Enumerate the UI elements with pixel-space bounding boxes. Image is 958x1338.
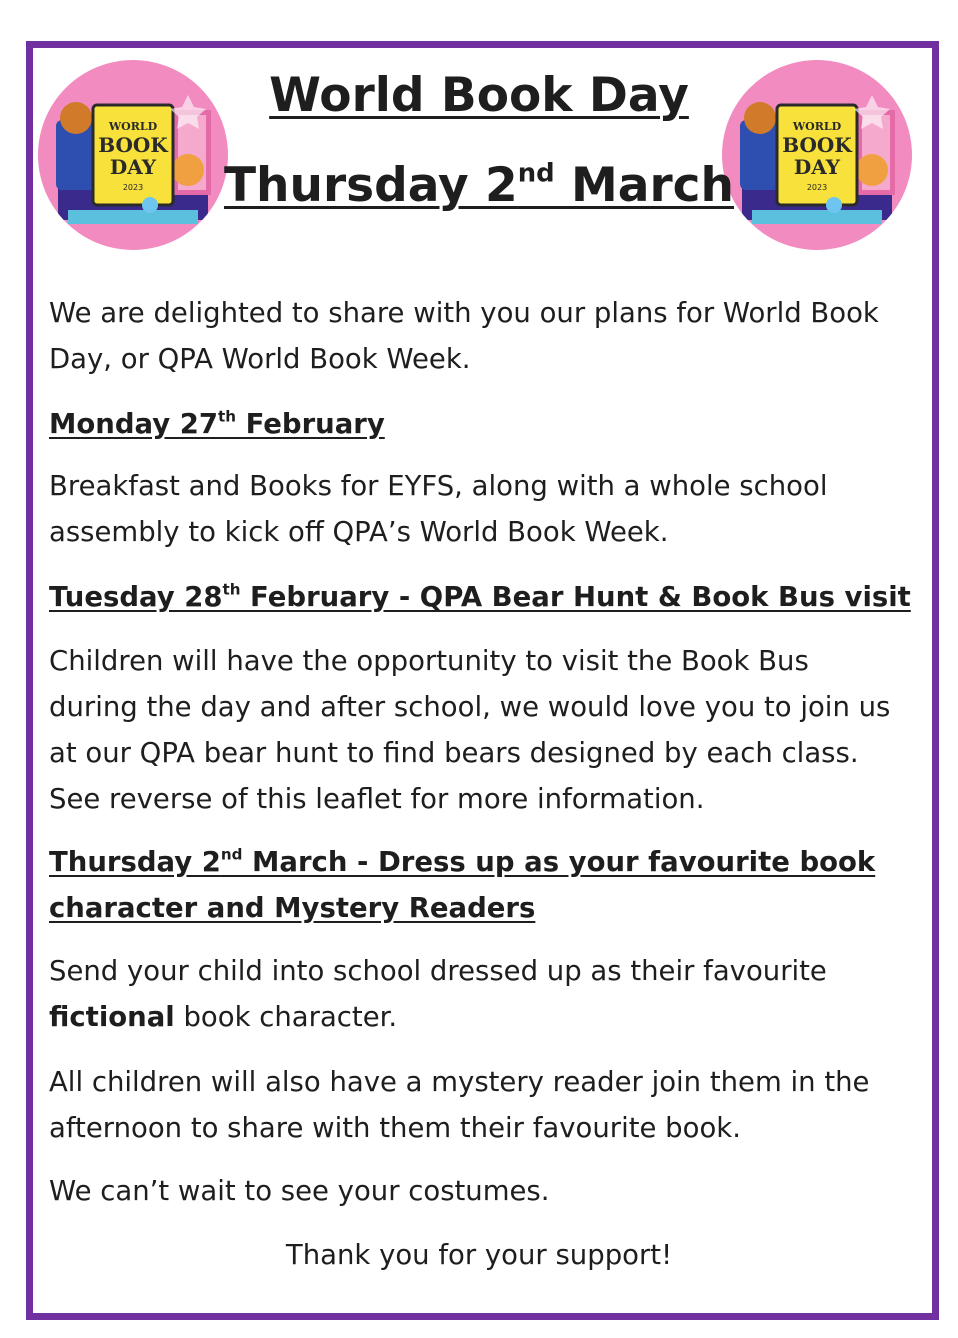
monday-heading: Monday 27th February: [49, 407, 385, 440]
svg-text:BOOK: BOOK: [98, 133, 168, 157]
closing-thanks: Thank you for your support!: [285, 1239, 673, 1271]
thursday-paragraph-costume: Send your child into school dressed up as their favourite fictional book character.: [49, 955, 827, 1033]
thursday-heading: Thursday 2nd March - Dress up as your favourite book character and Mystery Readers: [49, 845, 876, 924]
svg-text:DAY: DAY: [109, 155, 157, 179]
tuesday-heading: Tuesday 28th February - QPA Bear Hunt & Book Bus visit: [49, 580, 911, 613]
svg-text:2023: 2023: [122, 183, 144, 192]
svg-text:2023: 2023: [806, 183, 828, 192]
svg-text:WORLD: WORLD: [108, 120, 158, 133]
intro-paragraph: We are delighted to share with you our plans for World Book Day, or QPA World Book Week.: [49, 297, 879, 375]
page-title: World Book Day: [269, 68, 689, 123]
tuesday-paragraph: Children will have the opportunity to visit the Book Bus during the day and after school, we would love you to join us at our QPA bear hunt to find bears designed by each class. See reverse of this leaflet for more information.: [49, 645, 891, 815]
svg-text:DAY: DAY: [793, 155, 841, 179]
thursday-paragraph-costumes: We can’t wait to see your costumes.: [49, 1175, 550, 1207]
page-subtitle-date: Thursday 2nd March: [223, 158, 734, 213]
monday-paragraph: Breakfast and Books for EYFS, along with a whole school assembly to kick off QPA’s World Book Week.: [49, 470, 828, 548]
svg-text:WORLD: WORLD: [792, 120, 842, 133]
svg-text:BOOK: BOOK: [782, 133, 852, 157]
thursday-paragraph-mystery-reader: All children will also have a mystery reader join them in the afternoon to share with them their favourite book.: [49, 1066, 870, 1144]
